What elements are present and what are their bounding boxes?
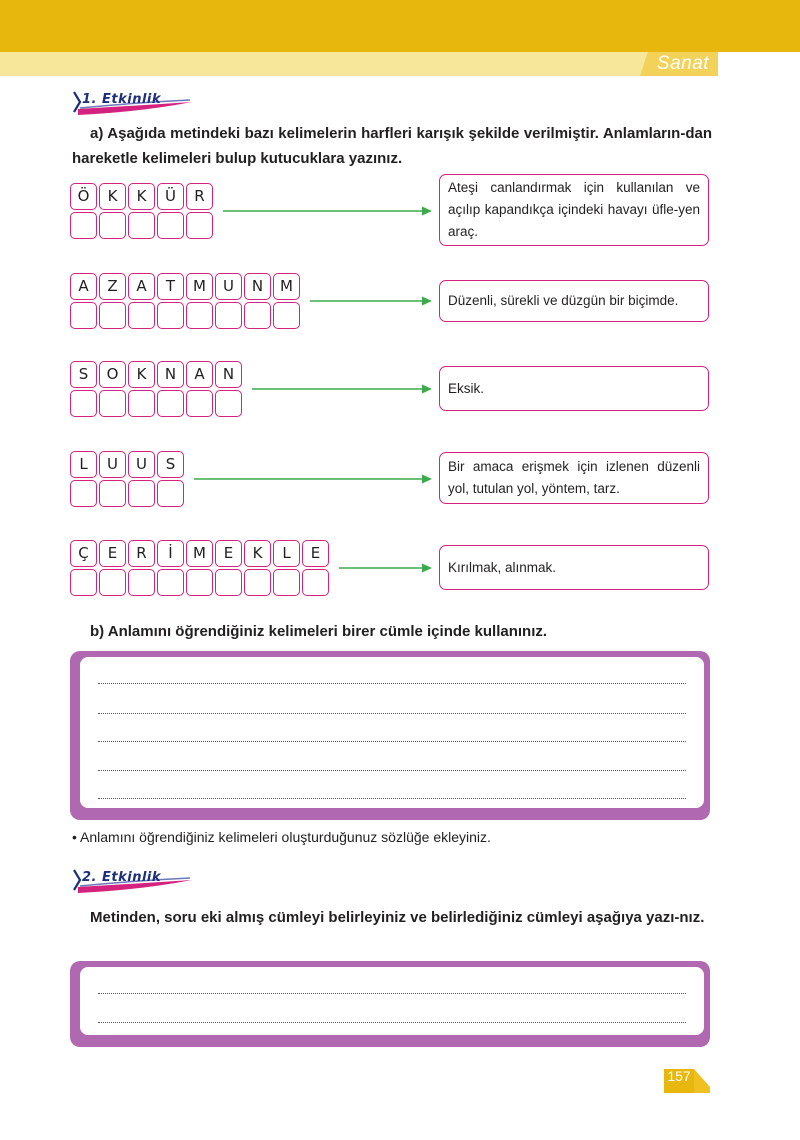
answer-box-1-inner[interactable]	[80, 657, 704, 808]
scrambled-letters-row	[70, 451, 186, 478]
answer-line[interactable]	[98, 683, 686, 684]
answer-letter-box[interactable]	[157, 302, 184, 329]
letter-box: M	[186, 540, 213, 567]
letter-box: U	[128, 451, 155, 478]
letter-box: U	[215, 273, 242, 300]
definition-text: Eksik.	[448, 380, 485, 396]
definition-box	[439, 545, 709, 590]
answer-letter-box[interactable]	[186, 390, 213, 417]
letter-box: N	[157, 361, 184, 388]
letter-box: İ	[157, 540, 184, 567]
answer-letter-box[interactable]	[215, 302, 242, 329]
letter-box: K	[128, 361, 155, 388]
scrambled-letters-row	[70, 361, 244, 388]
letter-box: L	[273, 540, 300, 567]
answer-letter-box[interactable]	[244, 569, 271, 596]
instruction-a: a) Aşağıda metindeki bazı kelimelerin harfleri karışık şekilde verilmiştir. Anlamların-dan hareketle kelimeleri bulup kutucuklara yazınız.	[72, 125, 712, 167]
definition-box	[439, 366, 709, 411]
header-band	[0, 0, 800, 52]
answer-letter-box[interactable]	[186, 569, 213, 596]
arrow-icon	[339, 562, 432, 574]
answer-line[interactable]	[98, 1022, 686, 1023]
answer-letter-box[interactable]	[128, 302, 155, 329]
answer-letter-box[interactable]	[128, 480, 155, 507]
answer-box-1	[70, 651, 710, 820]
answer-letter-box[interactable]	[215, 390, 242, 417]
answer-letter-box[interactable]	[99, 480, 126, 507]
letter-box: K	[128, 183, 155, 210]
scrambled-letters-row	[70, 540, 331, 567]
answer-letter-box[interactable]	[157, 212, 184, 239]
letter-box: T	[157, 273, 184, 300]
answer-letter-box[interactable]	[186, 302, 213, 329]
letter-box: K	[99, 183, 126, 210]
note-text: • Anlamını öğrendiğiniz kelimeleri oluşturduğunuz sözlüğe ekleyiniz.	[72, 829, 491, 845]
letter-box: M	[186, 273, 213, 300]
answer-line[interactable]	[98, 770, 686, 771]
letter-box: N	[244, 273, 271, 300]
answer-letter-box[interactable]	[99, 302, 126, 329]
answer-letter-box[interactable]	[128, 390, 155, 417]
letter-box: A	[128, 273, 155, 300]
letter-box: R	[186, 183, 213, 210]
letter-box: M	[273, 273, 300, 300]
letter-box: A	[70, 273, 97, 300]
letter-box: E	[302, 540, 329, 567]
definition-box	[439, 280, 709, 322]
answer-letter-box[interactable]	[273, 569, 300, 596]
answer-boxes-row	[70, 569, 331, 596]
answer-letter-box[interactable]	[273, 302, 300, 329]
instruction-2: Metinden, soru eki almış cümleyi belirleyiniz ve belirlediğiniz cümleyi aşağıya yazı-nız.	[90, 909, 705, 926]
definition-box	[439, 174, 709, 246]
letter-box: S	[157, 451, 184, 478]
definition-text: Düzenli, sürekli ve düzgün bir biçimde.	[448, 293, 679, 308]
answer-letter-box[interactable]	[157, 569, 184, 596]
answer-line[interactable]	[98, 798, 686, 799]
answer-letter-box[interactable]	[99, 569, 126, 596]
answer-letter-box[interactable]	[70, 302, 97, 329]
answer-line[interactable]	[98, 993, 686, 994]
activity-2-title: 2. Etkinlik	[82, 870, 162, 885]
answer-letter-box[interactable]	[302, 569, 329, 596]
definition-text: Kırılmak, alınmak.	[448, 559, 557, 575]
answer-letter-box[interactable]	[128, 212, 155, 239]
letter-box: R	[128, 540, 155, 567]
scrambled-letters-row	[70, 273, 302, 300]
answer-letter-box[interactable]	[157, 480, 184, 507]
letter-box: E	[99, 540, 126, 567]
scrambled-letters-row	[70, 183, 215, 210]
header-strip	[0, 52, 718, 76]
answer-letter-box[interactable]	[70, 569, 97, 596]
activity-1-title: 1. Etkinlik	[82, 92, 162, 107]
page-number: 157	[667, 1068, 691, 1084]
instruction-b: b) Anlamını öğrendiğiniz kelimeleri birer cümle içinde kullanınız.	[90, 623, 548, 640]
definition-text: Bir amaca erişmek için izlenen düzenli yol, tutulan yol, yöntem, tarz.	[448, 459, 700, 496]
answer-box-2	[70, 961, 710, 1047]
answer-letter-box[interactable]	[99, 390, 126, 417]
definition-box	[439, 452, 709, 504]
activity-1-label	[70, 90, 195, 116]
answer-line[interactable]	[98, 713, 686, 714]
letter-box: S	[70, 361, 97, 388]
activity-2-label	[70, 868, 195, 894]
arrow-icon	[223, 205, 432, 217]
arrow-icon	[194, 473, 432, 485]
letter-box: Ç	[70, 540, 97, 567]
answer-boxes-row	[70, 480, 186, 507]
answer-letter-box[interactable]	[186, 212, 213, 239]
arrow-icon	[310, 295, 432, 307]
answer-letter-box[interactable]	[70, 390, 97, 417]
answer-letter-box[interactable]	[157, 390, 184, 417]
answer-letter-box[interactable]	[215, 569, 242, 596]
answer-boxes-row	[70, 390, 244, 417]
arrow-icon	[252, 383, 432, 395]
letter-box: N	[215, 361, 242, 388]
answer-box-2-inner[interactable]	[80, 967, 704, 1035]
letter-box: O	[99, 361, 126, 388]
letter-box: Ü	[157, 183, 184, 210]
letter-box: E	[215, 540, 242, 567]
answer-line[interactable]	[98, 741, 686, 742]
section-title: Sanat	[656, 53, 710, 74]
letter-box: U	[99, 451, 126, 478]
letter-box: K	[244, 540, 271, 567]
answer-letter-box[interactable]	[128, 569, 155, 596]
definition-text: Ateşi canlandırmak için kullanılan ve açılıp kapandıkça içindeki havayı üfle-yen araç.	[448, 180, 700, 239]
letter-box: L	[70, 451, 97, 478]
answer-boxes-row	[70, 302, 302, 329]
answer-letter-box[interactable]	[244, 302, 271, 329]
answer-letter-box[interactable]	[99, 212, 126, 239]
letter-box: Ö	[70, 183, 97, 210]
letter-box: A	[186, 361, 213, 388]
answer-letter-box[interactable]	[70, 212, 97, 239]
answer-letter-box[interactable]	[70, 480, 97, 507]
letter-box: Z	[99, 273, 126, 300]
answer-boxes-row	[70, 212, 215, 239]
